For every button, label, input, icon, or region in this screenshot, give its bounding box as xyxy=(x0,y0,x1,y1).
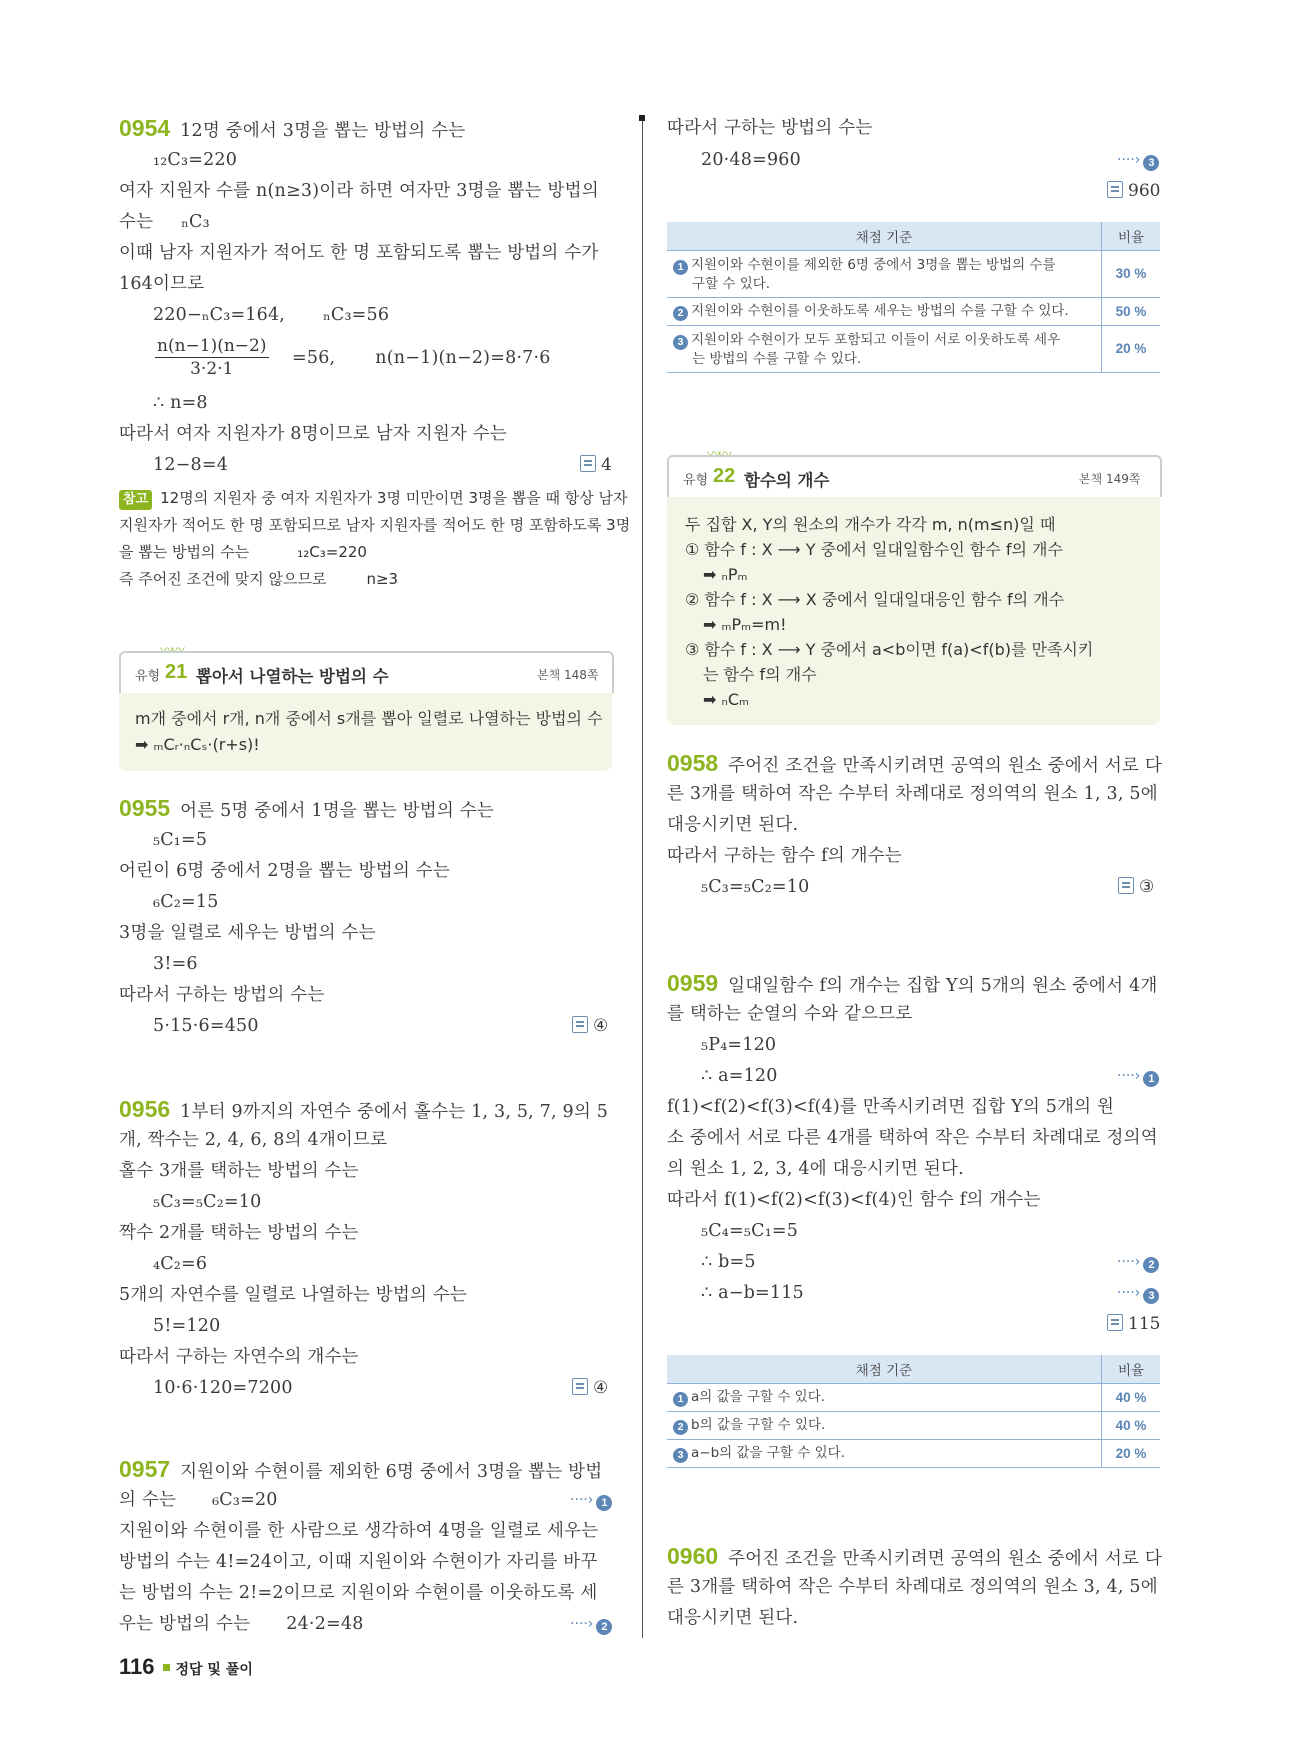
answer-0957: 960 xyxy=(1107,181,1160,201)
problem-0956-line7: 5개의 자연수를 일렬로 나열하는 방법의 수는 xyxy=(119,1285,468,1305)
footer-square-icon xyxy=(163,1664,170,1671)
problem-number-0957: 0957 xyxy=(119,1456,171,1482)
problem-0955-line8: 5·15·6=450 xyxy=(153,1016,259,1036)
problem-0957-line6: 우는 방법의 수는 24·2=48 xyxy=(119,1614,364,1634)
type-21-title: 뽑아서 나열하는 방법의 수 xyxy=(196,667,389,686)
step-marker-3: ····› 3 xyxy=(1117,151,1159,171)
type-22-summary: 두 집합 X, Y의 원소의 개수가 각각 m, n(m≤n)일 때 ① 함수 f : X ⟶ Y 중에서 일대일함수인 함수 f의 개수 ➡ ₙPₘ ② 함수 f : X ⟶ X 중에서 일대일대응인 함수 f의 개수 ➡ ₘPₘ=m! ③ 함수 f : X ⟶ Y 중에서 a<b이면 f(a)<f(b)를 만족시키 는 함수 f의 개수 ➡ ₙCₘ xyxy=(667,497,1160,725)
answer-icon xyxy=(1107,181,1123,198)
note-tag: 참고 xyxy=(119,490,152,510)
table-row: 1 a의 값을 구할 수 있다. 40 % xyxy=(667,1384,1160,1412)
page-footer xyxy=(119,1654,253,1680)
problem-0959-line5: f(1)<f(2)<f(3)<f(4)를 만족시키려면 집합 Y의 5개의 원 xyxy=(667,1097,1115,1117)
problem-0960-line3: 대응시키면 된다. xyxy=(667,1608,799,1628)
problem-0957-line2: 의 수는 ₆C₃=20 xyxy=(119,1490,278,1510)
problem-number-0958: 0958 xyxy=(667,750,719,776)
problem-0957-line4: 방법의 수는 4!=24이고, 이때 지원이와 수현이가 자리를 바꾸 xyxy=(119,1552,598,1572)
problem-0959-line8: 따라서 f(1)<f(2)<f(3)<f(4)인 함수 f의 개수는 xyxy=(667,1190,1041,1210)
problem-0954-line3: 여자 지원자 수를 n(n≥3)이라 하면 여자만 3명을 뽑는 방법의 xyxy=(119,181,599,201)
problem-0959-line3: ₅P₄=120 xyxy=(701,1035,777,1055)
problem-0955-line2: ₅C₁=5 xyxy=(153,830,208,850)
problem-0954-line7: 220−ₙC₃=164, ₙC₃=56 xyxy=(153,305,390,325)
problem-0956-line5: 짝수 2개를 택하는 방법의 수는 xyxy=(119,1223,359,1243)
fraction-denominator: 3·2·1 xyxy=(190,359,234,379)
fraction-numerator: n(n−1)(n−2) xyxy=(157,336,267,356)
problem-0956-line1: 0956 1부터 9까지의 자연수 중에서 홀수는 1, 3, 5, 7, 9의 5 xyxy=(119,1096,609,1122)
table-header-criteria: 채점 기준 xyxy=(667,222,1102,251)
continuation-line1: 따라서 구하는 방법의 수는 xyxy=(667,118,873,138)
step-marker-1: ····› 1 xyxy=(1117,1067,1159,1087)
problem-0958-line1: 0958 주어진 조건을 만족시키려면 공역의 원소 중에서 서로 다 xyxy=(667,750,1162,776)
answer-icon xyxy=(1107,1314,1123,1331)
problem-0955-line7: 따라서 구하는 방법의 수는 xyxy=(119,985,325,1005)
answer-0954: 4 xyxy=(580,455,612,475)
scoring-table-0959 xyxy=(667,1355,1160,1468)
problem-0959-line10: ∴ b=5 xyxy=(701,1252,756,1272)
problem-0959-line7: 의 원소 1, 2, 3, 4에 대응시키면 된다. xyxy=(667,1159,964,1179)
column-divider xyxy=(642,118,643,1638)
table-header-criteria: 채점 기준 xyxy=(667,1355,1102,1384)
problem-0955-line4: ₆C₂=15 xyxy=(153,892,219,912)
problem-0954-line9: ∴ n=8 xyxy=(153,393,208,413)
answer-0959: 115 xyxy=(1107,1314,1160,1334)
type-22-number: 22 xyxy=(713,465,736,487)
problem-0959-line6: 소 중에서 서로 다른 4개를 택하여 작은 수부터 차례대로 정의역 xyxy=(667,1128,1158,1148)
table-header-ratio: 비율 xyxy=(1102,1355,1161,1384)
continuation-line2: 20·48=960 xyxy=(701,150,801,170)
type-22-header: 유형 22 함수의 개수 본책 149쪽 xyxy=(667,455,1162,497)
answer-icon xyxy=(1118,877,1134,894)
table-row: 3 지원이와 수현이가 모두 포함되고 이들이 서로 이웃하도록 세우 는 방법의 수를 구할 수 있다. 20 % xyxy=(667,326,1160,373)
problem-0959-line4: ∴ a=120 xyxy=(701,1066,778,1086)
problem-0958-line5: ₅C₃=₅C₂=10 xyxy=(701,877,810,897)
table-row: 1 지원이와 수현이를 제외한 6명 중에서 3명을 뽑는 방법의 수를 구할 수 있다. 30 % xyxy=(667,251,1160,298)
answer-icon xyxy=(572,1378,588,1395)
problem-number-0956: 0956 xyxy=(119,1096,171,1122)
note-line2: 지원자가 적어도 한 명 포함되므로 남자 지원자를 적어도 한 명 포함하도록 3명 xyxy=(119,516,631,534)
answer-icon xyxy=(572,1016,588,1033)
problem-0960-line2: 른 3개를 택하여 작은 수부터 차례대로 정의역의 원소 3, 4, 5에 xyxy=(667,1577,1158,1597)
footer-title: 정답 및 풀이 xyxy=(175,1662,253,1678)
problem-0955-line5: 3명을 일렬로 세우는 방법의 수는 xyxy=(119,923,376,943)
answer-icon xyxy=(580,455,596,472)
problem-0954-line6: 164이므로 xyxy=(119,274,205,294)
answer-0958: ③ xyxy=(1118,877,1154,897)
problem-0955-line3: 어린이 6명 중에서 2명을 뽑는 방법의 수는 xyxy=(119,861,450,881)
table-row: 2 지원이와 수현이를 이웃하도록 세우는 방법의 수를 구할 수 있다. 50 % xyxy=(667,298,1160,326)
problem-number-0960: 0960 xyxy=(667,1543,719,1569)
problem-0954-line5: 이때 남자 지원자가 적어도 한 명 포함되도록 뽑는 방법의 수가 xyxy=(119,243,599,263)
column-divider-marker xyxy=(639,115,645,121)
table-row: 2 b의 값을 구할 수 있다. 40 % xyxy=(667,1412,1160,1440)
table-header-ratio: 비율 xyxy=(1102,222,1161,251)
problem-number-0954: 0954 xyxy=(119,115,171,141)
type-21-summary: m개 중에서 r개, n개 중에서 s개를 뽑아 일렬로 나열하는 방법의 수 ➡ ₘCᵣ·ₙCₛ·(r+s)! xyxy=(119,693,612,771)
problem-0956-line6: ₄C₂=6 xyxy=(153,1254,208,1274)
problem-0960-line1: 0960 주어진 조건을 만족시키려면 공역의 원소 중에서 서로 다 xyxy=(667,1543,1162,1569)
problem-0957-line3: 지원이와 수현이를 한 사람으로 생각하여 4명을 일렬로 세우는 xyxy=(119,1521,599,1541)
step-marker-1: ····› 1 xyxy=(570,1491,612,1511)
note-line1: 참고 12명의 지원자 중 여자 지원자가 3명 미만이면 3명을 뽑을 때 항상 남자 xyxy=(119,488,628,510)
problem-0958-line3: 대응시키면 된다. xyxy=(667,815,799,835)
problem-0959-line2: 를 택하는 순열의 수와 같으므로 xyxy=(667,1004,913,1024)
problem-0956-line2: 개, 짝수는 2, 4, 6, 8의 4개이므로 xyxy=(119,1130,388,1150)
problem-0956-line3: 홀수 3개를 택하는 방법의 수는 xyxy=(119,1161,359,1181)
problem-0955-line1: 0955 어른 5명 중에서 1명을 뽑는 방법의 수는 xyxy=(119,795,494,821)
note-line4: 즉 주어진 조건에 맞지 않으므로 n≥3 xyxy=(119,570,399,588)
problem-0954-line1: 0954 12명 중에서 3명을 뽑는 방법의 수는 xyxy=(119,115,466,141)
type-22-title: 함수의 개수 xyxy=(744,471,830,490)
step-marker-2: ····› 2 xyxy=(570,1615,612,1635)
problem-number-0959: 0959 xyxy=(667,970,719,996)
type-22-ref: 본책 149쪽 xyxy=(1079,472,1141,486)
table-row: 3 a−b의 값을 구할 수 있다. 20 % xyxy=(667,1440,1160,1468)
problem-0956-line10: 10·6·120=7200 xyxy=(153,1378,293,1398)
scoring-table-0957 xyxy=(667,222,1160,373)
step-marker-3: ····› 3 xyxy=(1117,1284,1159,1304)
problem-0954-line8: =56, n(n−1)(n−2)=8·7·6 xyxy=(292,348,551,368)
problem-0956-line8: 5!=120 xyxy=(153,1316,221,1336)
answer-0955: ④ xyxy=(572,1016,608,1036)
problem-0957-line5: 는 방법의 수는 2!=2이므로 지원이와 수현이를 이웃하도록 세 xyxy=(119,1583,598,1603)
type-21-header: 유형 21 뽑아서 나열하는 방법의 수 본책 148쪽 xyxy=(119,651,614,693)
problem-0954-line4: 수는 ₙC₃ xyxy=(119,212,210,232)
problem-0957-line1: 0957 지원이와 수현이를 제외한 6명 중에서 3명을 뽑는 방법 xyxy=(119,1456,603,1482)
problem-0954-fraction xyxy=(155,335,269,380)
problem-0954-line11: 12−8=4 xyxy=(153,455,229,475)
problem-0956-line4: ₅C₃=₅C₂=10 xyxy=(153,1192,262,1212)
type-21-ref: 본책 148쪽 xyxy=(537,668,599,682)
page-number: 116 xyxy=(119,1654,155,1679)
problem-0959-line1: 0959 일대일함수 f의 개수는 집합 Y의 5개의 원소 중에서 4개 xyxy=(667,970,1158,996)
problem-0956-line9: 따라서 구하는 자연수의 개수는 xyxy=(119,1347,359,1367)
problem-0959-line11: ∴ a−b=115 xyxy=(701,1283,804,1303)
problem-number-0955: 0955 xyxy=(119,795,171,821)
problem-0955-line6: 3!=6 xyxy=(153,954,198,974)
problem-0954-line2: ₁₂C₃=220 xyxy=(153,150,238,170)
problem-0959-line9: ₅C₄=₅C₁=5 xyxy=(701,1221,799,1241)
problem-0954-line10: 따라서 여자 지원자가 8명이므로 남자 지원자 수는 xyxy=(119,424,508,444)
problem-0958-line4: 따라서 구하는 함수 f의 개수는 xyxy=(667,846,902,866)
note-line3: 을 뽑는 방법의 수는 ₁₂C₃=220 xyxy=(119,543,367,561)
type-21-number: 21 xyxy=(165,661,188,683)
problem-0958-line2: 른 3개를 택하여 작은 수부터 차례대로 정의역의 원소 1, 3, 5에 xyxy=(667,784,1158,804)
step-marker-2: ····› 2 xyxy=(1117,1253,1159,1273)
answer-0956: ④ xyxy=(572,1378,608,1398)
